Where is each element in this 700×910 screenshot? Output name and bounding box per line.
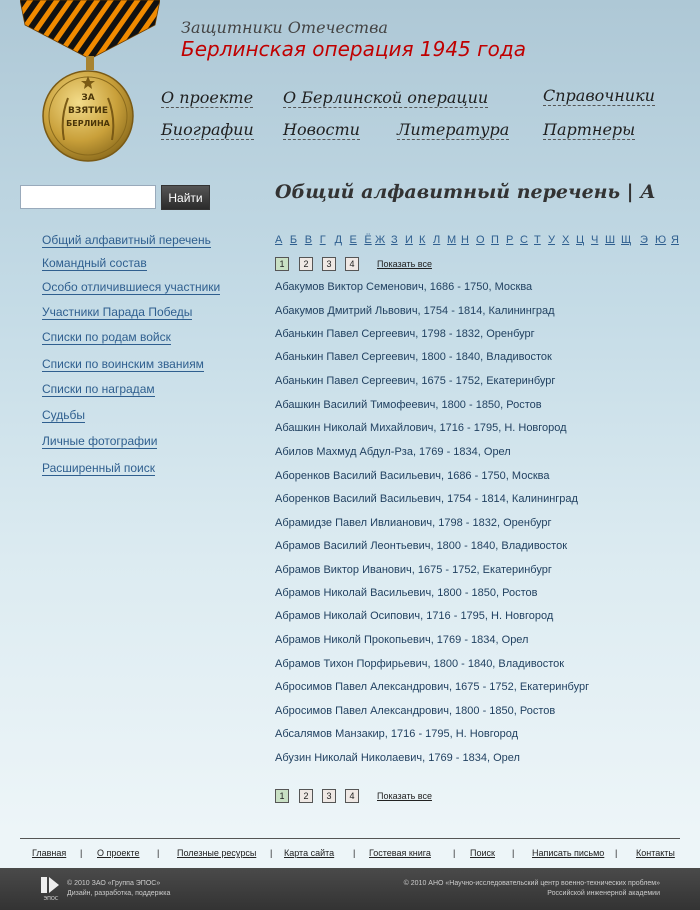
sidebar-item-advanced-search[interactable]: Расширенный поиск [42,461,155,475]
letter-link[interactable]: К [419,234,426,246]
list-item[interactable]: Абашкин Николай Михайлович, 1716 - 1795, Н. Новгород [275,422,567,434]
list-item[interactable]: Абрамов Виктор Иванович, 1675 - 1752, Екатеринбург [275,564,552,576]
letter-link[interactable]: Т [534,234,541,246]
page-button[interactable]: 2 [299,257,313,271]
list-item[interactable]: Абрамов Николай Осипович, 1716 - 1795, Н. Новгород [275,610,554,622]
letter-link[interactable]: М [447,234,457,246]
list-item[interactable]: Абилов Махмуд Абдул-Рза, 1769 - 1834, Орел [275,446,511,458]
site-subtitle: Защитники Отечества [181,18,388,37]
list-item[interactable]: Абанькин Павел Сергеевич, 1675 - 1752, Екатеринбург [275,375,556,387]
sidebar-item-by-rank[interactable]: Списки по воинским званиям [42,357,204,371]
letter-link[interactable]: А [275,234,283,246]
list-item[interactable]: Абрамов Николай Васильевич, 1800 - 1850, Ростов [275,587,538,599]
footer-link-contacts[interactable]: Контакты [636,848,675,858]
copyright-line: Дизайн, разработка, поддержка [67,890,171,897]
sidebar-item-photos[interactable]: Личные фотографии [42,434,158,448]
letter-link[interactable]: У [548,234,555,246]
copyright-right [404,879,660,899]
epos-logo-icon [40,876,62,902]
footer-bar [0,868,700,910]
site-title: Берлинская операция 1945 года [181,37,526,61]
list-item[interactable]: Аборенков Василий Васильевич, 1754 - 1814, Калининград [275,493,578,505]
letter-link[interactable]: Щ [621,234,632,246]
letter-link[interactable]: Д [334,234,343,246]
nav-news[interactable]: Новости [283,120,360,139]
footer-divider [20,838,680,839]
letter-link[interactable]: Р [506,234,514,246]
page-button[interactable]: 4 [345,789,359,803]
letter-link[interactable]: Л [433,234,441,246]
sidebar-item-distinguished[interactable]: Особо отличившиеся участники [42,280,221,294]
footer-link-guestbook[interactable]: Гостевая книга [369,848,431,858]
nav-biographies[interactable]: Биографии [161,120,254,139]
footer-separator: | [80,848,83,858]
list-item[interactable]: Абрамов Тихон Порфирьевич, 1800 - 1840, Владивосток [275,658,565,670]
nav-about[interactable]: О проекте [161,88,254,107]
alphabet-index [275,234,685,250]
list-item[interactable]: Абсалямов Манзакир, 1716 - 1795, Н. Новгород [275,728,519,740]
list-item[interactable]: Абрамов Василий Леонтьевич, 1800 - 1840, Владивосток [275,540,568,552]
svg-text:ЗА: ЗА [81,93,95,103]
search-button[interactable]: Найти [161,185,210,210]
letter-link[interactable]: Э [640,234,648,246]
list-item[interactable]: Абрамов Николй Прокопьевич, 1769 - 1834, Орел [275,634,529,646]
page-button[interactable]: 4 [345,257,359,271]
page-button[interactable]: 2 [299,789,313,803]
nav-literature[interactable]: Литература [397,120,510,139]
footer-separator: | [453,848,456,858]
letter-link[interactable]: С [520,234,528,246]
letter-link[interactable]: Б [289,234,298,246]
footer-link-about[interactable]: О проекте [97,848,140,858]
footer-link-write[interactable]: Написать письмо [532,848,605,858]
letter-link[interactable]: В [304,234,313,246]
letter-link[interactable]: И [405,234,413,246]
footer-separator: | [270,848,273,858]
nav-reference[interactable]: Справочники [543,86,655,105]
medal-logo [20,0,160,170]
footer-link-resources[interactable]: Полезные ресурсы [177,848,257,858]
list-item[interactable]: Абанькин Павел Сергеевич, 1798 - 1832, Оренбург [275,328,535,340]
page-title: Общий алфавитный перечень | А [275,181,656,203]
sidebar-item-by-branch[interactable]: Списки по родам войск [42,330,171,344]
letter-link[interactable]: Ц [576,234,585,246]
letter-link[interactable]: Х [562,234,570,246]
list-item[interactable]: Абанькин Павел Сергеевич, 1800 - 1840, Владивосток [275,351,552,363]
footer-link-sitemap[interactable]: Карта сайта [284,848,335,858]
letter-link[interactable]: Ю [655,234,667,246]
search-input[interactable] [20,185,156,209]
nav-partners[interactable]: Партнеры [543,120,636,139]
nav-berlin-operation[interactable]: О Берлинской операции [283,88,489,107]
letter-link[interactable]: Ж [375,234,386,246]
copyright-line: © 2010 АНО «Научно-исследовательский центр военно-технических проблем» [403,880,660,887]
copyright-left [67,879,170,899]
letter-link[interactable]: Ё [364,234,372,246]
sidebar-item-victory-parade[interactable]: Участники Парада Победы [42,305,193,319]
svg-text:БЕРЛИНА: БЕРЛИНА [66,119,110,128]
letter-link[interactable]: П [491,234,499,246]
sidebar-item-fates[interactable]: Судьбы [42,408,86,422]
list-item[interactable]: Абросимов Павел Александрович, 1675 - 1752, Екатеринбург [275,681,590,693]
page-button[interactable]: 1 [275,257,289,271]
list-item[interactable]: Аборенков Василий Васильевич, 1686 - 1750, Москва [275,470,550,482]
letter-link[interactable]: Н [461,234,469,246]
sidebar-item-by-award[interactable]: Списки по наградам [42,382,155,396]
footer-separator: | [157,848,160,858]
letter-link[interactable]: О [476,234,485,246]
letter-link[interactable]: Е [349,234,357,246]
page-button[interactable]: 3 [322,257,336,271]
show-all-link[interactable]: Показать все [377,791,432,801]
copyright-line: © 2010 ЗАО «Группа ЭПОС» [67,880,161,887]
page-button[interactable]: 1 [275,789,289,803]
letter-link[interactable]: Я [671,234,679,246]
letter-link[interactable]: Ш [605,234,616,246]
letter-link[interactable]: Г [319,234,326,246]
footer-separator: | [353,848,356,858]
footer-separator: | [615,848,618,858]
list-item[interactable]: Абрамидзе Павел Ивлианович, 1798 - 1832, Оренбург [275,517,552,529]
footer-separator: | [512,848,515,858]
footer-link-home[interactable]: Главная [32,848,67,858]
footer-nav [20,848,680,862]
page-button[interactable]: 3 [322,789,336,803]
list-item[interactable]: Абашкин Василий Тимофеевич, 1800 - 1850, Ростов [275,399,542,411]
sidebar-item-alphabetical[interactable]: Общий алфавитный перечень [42,233,211,247]
footer-link-search[interactable]: Поиск [470,848,495,858]
letter-link[interactable]: Ч [591,234,599,246]
show-all-link[interactable]: Показать все [377,259,432,269]
list-item[interactable]: Абакумов Виктор Семенович, 1686 - 1750, Москва [275,281,533,293]
list-item[interactable]: Абузин Николай Николаевич, 1769 - 1834, Орел [275,752,520,764]
svg-text:ЭПОС: ЭПОС [43,896,59,902]
copyright-line: Российской инженерной академии [547,890,660,897]
letter-link[interactable]: З [391,234,398,246]
list-item[interactable]: Абакумов Дмитрий Львович, 1754 - 1814, Калининград [275,305,555,317]
list-item[interactable]: Абросимов Павел Александрович, 1800 - 1850, Ростов [275,705,556,717]
svg-text:ВЗЯТИЕ: ВЗЯТИЕ [67,106,109,116]
sidebar-item-command-staff[interactable]: Командный состав [42,256,147,270]
